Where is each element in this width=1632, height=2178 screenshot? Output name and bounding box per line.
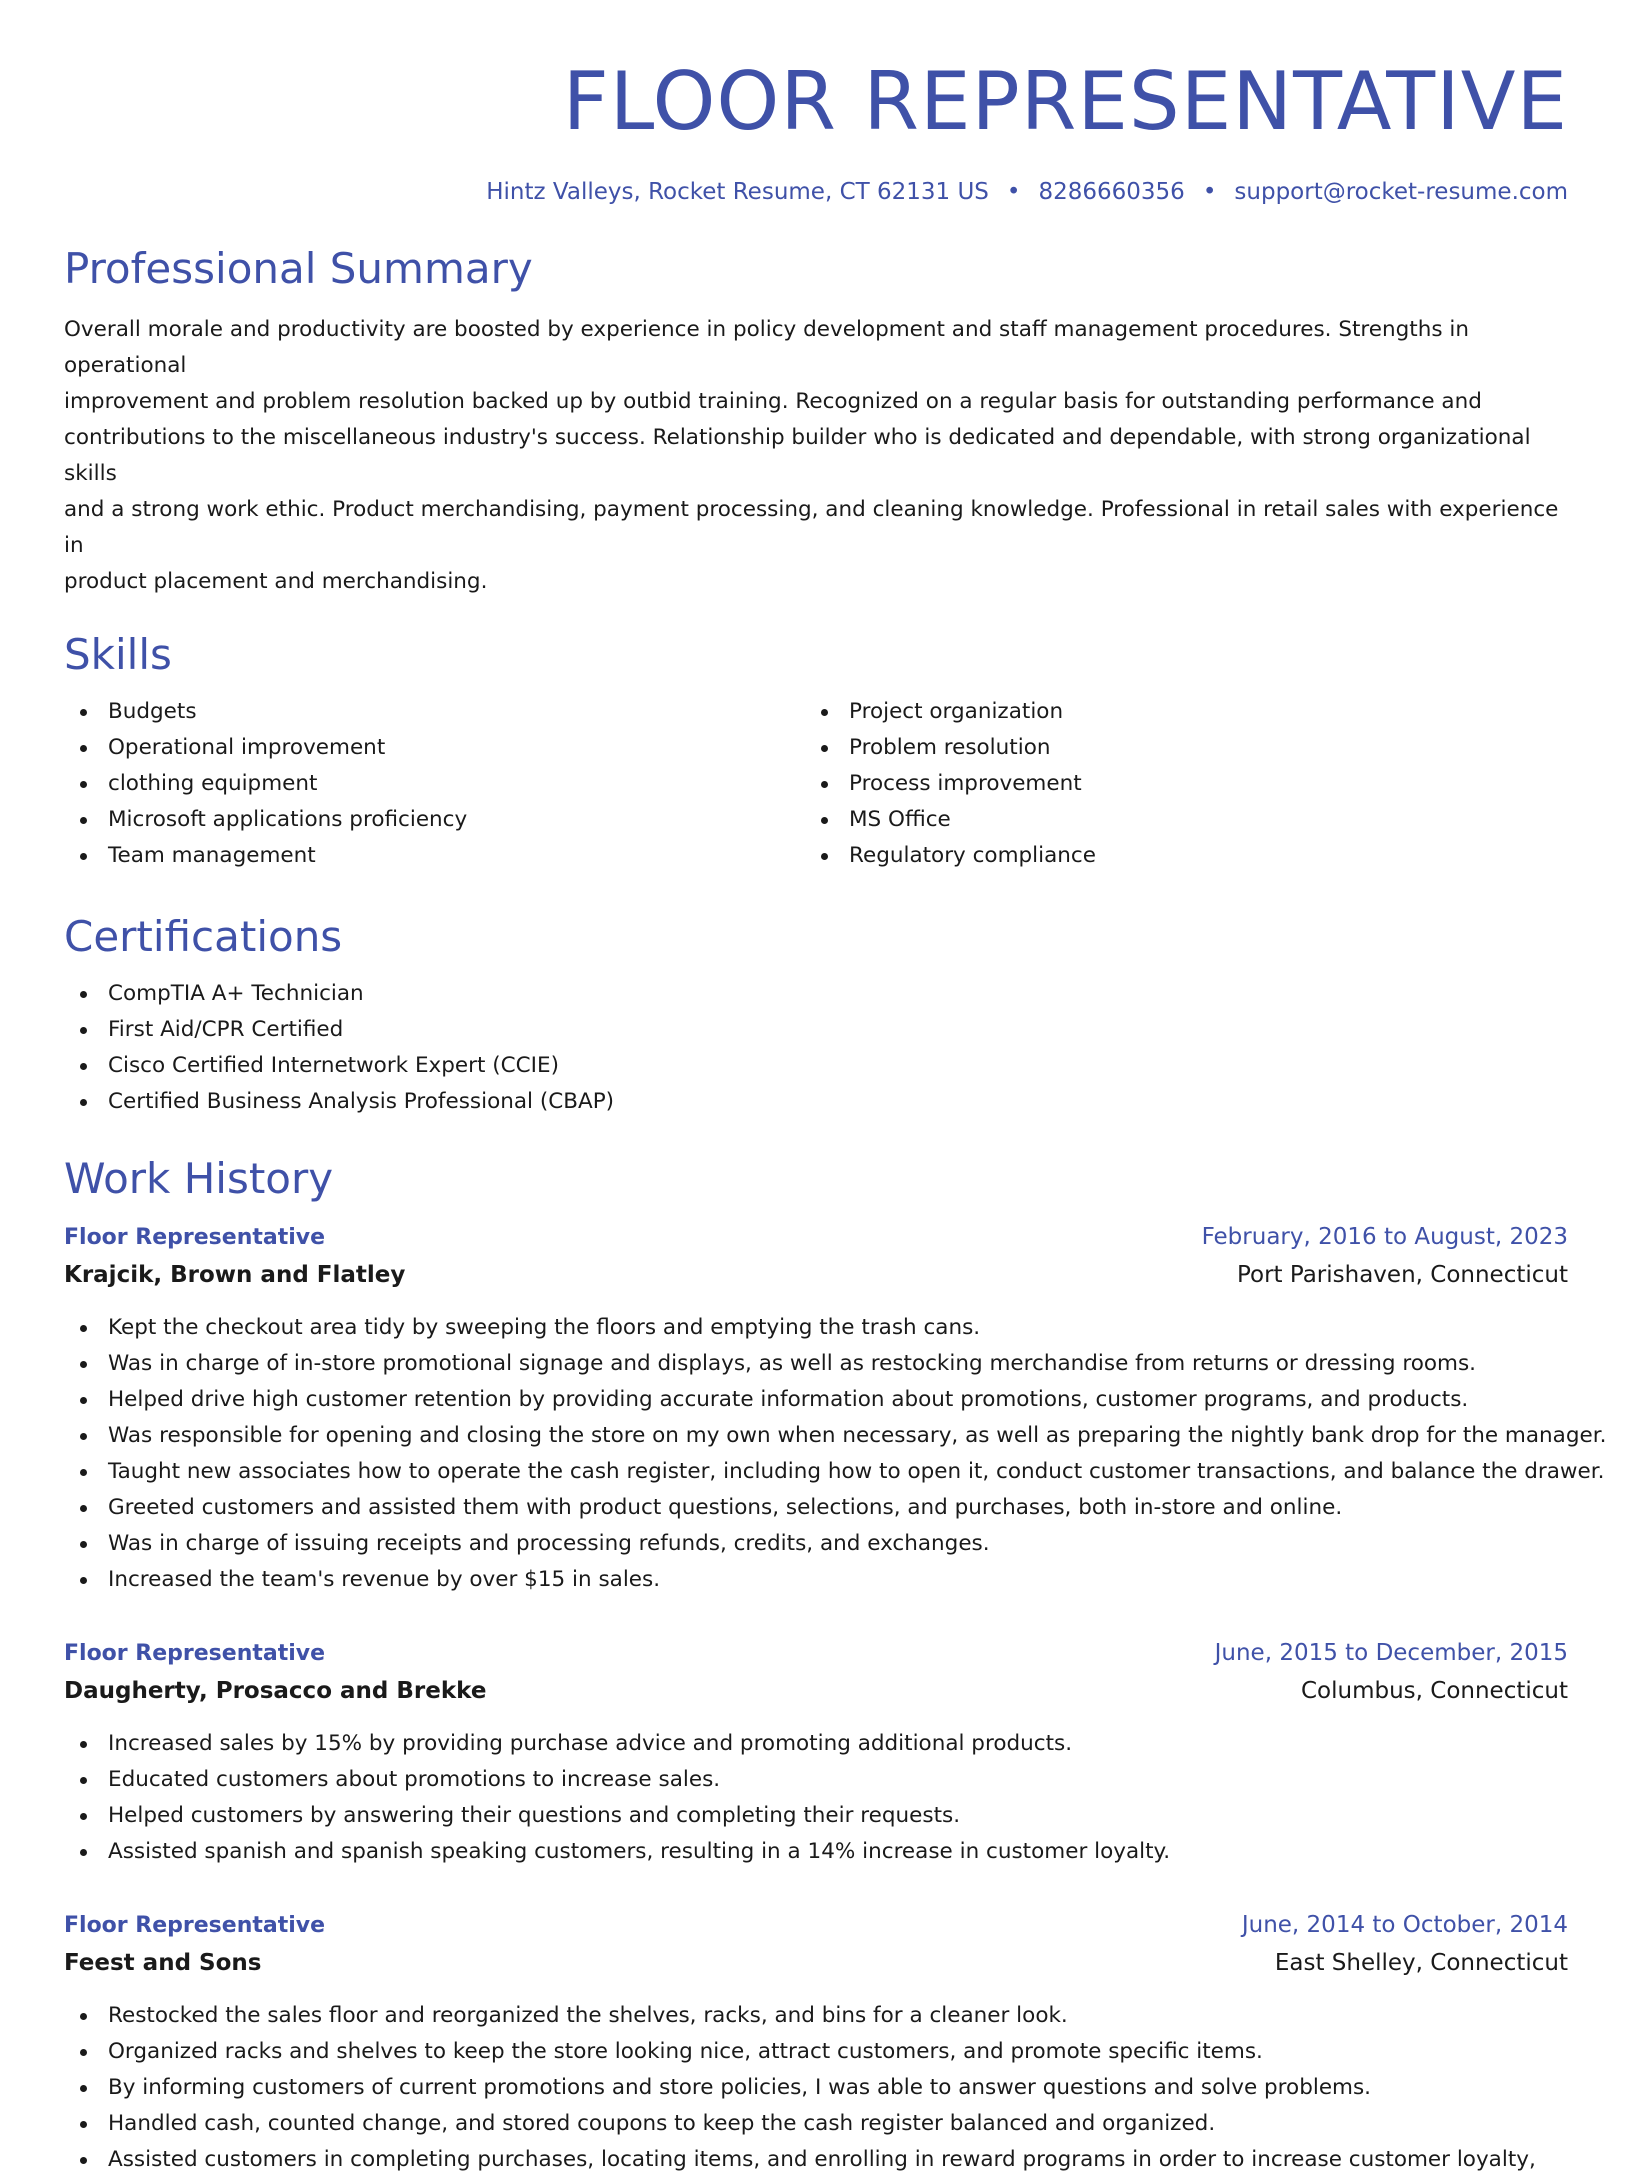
skill-item: Microsoft applications proficiency [64, 802, 805, 838]
address: Hintz Valleys, Rocket Resume, CT 62131 US [486, 179, 989, 205]
job-duty: By informing customers of current promotions and store policies, I was able to answer questions and solve problems. [64, 2070, 1568, 2106]
job-role: Floor Representative [64, 1913, 326, 1938]
section-title-work-history: Work History [64, 1154, 334, 1203]
job-role: Floor Representative [64, 1225, 326, 1250]
section-title-summary: Professional Summary [64, 244, 533, 293]
email-address: support@rocket-resume.com [1234, 179, 1568, 205]
certification-item: Certified Business Analysis Professional (CBAP) [64, 1084, 1568, 1120]
contact-separator: • [1006, 179, 1021, 205]
summary-line: Overall morale and productivity are boosted by experience in policy development and staff management procedures. Strengths in operational [64, 317, 1469, 378]
job-duty: Restocked the sales floor and reorganized the shelves, racks, and bins for a cleaner look. [64, 1998, 1568, 2034]
job-duty: Kept the checkout area tidy by sweeping the floors and emptying the trash cans. [64, 1310, 1568, 1346]
job-duty: Helped drive high customer retention by providing accurate information about promotions, customer programs, and products. [64, 1382, 1568, 1418]
skill-item: Budgets [64, 694, 805, 730]
job-duty: Assisted spanish and spanish speaking customers, resulting in a 14% increase in customer loyalty. [64, 1834, 1568, 1870]
job-entry [64, 1912, 1568, 2178]
resume-title: FLOOR REPRESENTATIVE [562, 55, 1568, 148]
job-duty: Increased the team's revenue by over $15 in sales. [64, 1562, 1568, 1598]
job-company: Daugherty, Prosacco and Brekke [64, 1678, 487, 1704]
job-duties-list [64, 1998, 1568, 2178]
summary-line: contributions to the miscellaneous industry's success. Relationship builder who is dedicated and dependable, with strong organizational skills [64, 425, 1531, 486]
skill-item: Operational improvement [64, 730, 805, 766]
job-duty: Was in charge of in-store promotional signage and displays, as well as restocking merchandise from returns or dressing rooms. [64, 1346, 1568, 1382]
job-duty: Was in charge of issuing receipts and processing refunds, credits, and exchanges. [64, 1526, 1568, 1562]
job-duty: Educated customers about promotions to increase sales. [64, 1762, 1568, 1798]
skill-item: Team management [64, 838, 805, 874]
job-header [64, 1912, 1568, 1938]
skills-list-right [805, 694, 1546, 874]
job-company: Feest and Sons [64, 1950, 262, 1976]
job-duty: Organized racks and shelves to keep the store looking nice, attract customers, and promote specific items. [64, 2034, 1568, 2070]
job-subheader [64, 1262, 1568, 1288]
job-duty: Helped customers by answering their questions and completing their requests. [64, 1798, 1568, 1834]
skill-item: Regulatory compliance [805, 838, 1546, 874]
skill-item: Process improvement [805, 766, 1546, 802]
contact-separator: • [1202, 179, 1217, 205]
summary-line: and a strong work ethic. Product merchandising, payment processing, and cleaning knowledge. Professional in retail sales with experience in [64, 497, 1559, 558]
skills-list-left [64, 694, 805, 874]
skills-grid [64, 694, 1568, 874]
skill-item: clothing equipment [64, 766, 805, 802]
skill-item: Problem resolution [805, 730, 1546, 766]
section-title-certifications: Certifications [64, 912, 343, 961]
job-dates: June, 2015 to December, 2015 [1214, 1640, 1568, 1666]
job-duty: Handled cash, counted change, and stored coupons to keep the cash register balanced and organized. [64, 2106, 1568, 2142]
job-role: Floor Representative [64, 1641, 326, 1666]
job-subheader [64, 1950, 1568, 1976]
certification-item: First Aid/CPR Certified [64, 1012, 1568, 1048]
certification-item: CompTIA A+ Technician [64, 976, 1568, 1012]
summary-line: product placement and merchandising. [64, 569, 488, 594]
skill-item: Project organization [805, 694, 1546, 730]
phone-number: 8286660356 [1038, 179, 1185, 205]
job-header [64, 1640, 1568, 1666]
job-duties-list [64, 1726, 1568, 1870]
job-location: Columbus, Connecticut [1300, 1678, 1568, 1704]
job-dates: June, 2014 to October, 2014 [1241, 1912, 1568, 1938]
job-location: Port Parishaven, Connecticut [1236, 1262, 1568, 1288]
job-duty: Greeted customers and assisted them with product questions, selections, and purchases, both in-store and online. [64, 1490, 1568, 1526]
job-duty: Assisted customers in completing purchases, locating items, and enrolling in reward programs in order to increase customer loyalty, [64, 2142, 1568, 2178]
job-header [64, 1224, 1568, 1250]
job-duties-list [64, 1310, 1607, 1598]
job-duty: Taught new associates how to operate the cash register, including how to open it, conduct customer transactions, and balance the drawer. [64, 1454, 1568, 1490]
skill-item: MS Office [805, 802, 1546, 838]
job-duty: Was responsible for opening and closing the store on my own when necessary, as well as preparing the nightly bank drop for the manager. [64, 1418, 1568, 1454]
job-location: East Shelley, Connecticut [1274, 1950, 1568, 1976]
job-subheader [64, 1678, 1568, 1704]
summary-line: improvement and problem resolution backed up by outbid training. Recognized on a regular basis for outstanding performance and [64, 389, 1482, 414]
job-entry [64, 1224, 1607, 1598]
section-title-skills: Skills [64, 630, 172, 679]
job-company: Krajcik, Brown and Flatley [64, 1262, 406, 1288]
certifications-list [64, 976, 1568, 1120]
job-entry [64, 1640, 1568, 1870]
summary-text [64, 312, 1568, 600]
certification-item: Cisco Certified Internetwork Expert (CCIE) [64, 1048, 1568, 1084]
contact-line [64, 179, 1568, 205]
job-dates: February, 2016 to August, 2023 [1201, 1224, 1568, 1250]
job-duty: Increased sales by 15% by providing purchase advice and promoting additional products. [64, 1726, 1568, 1762]
